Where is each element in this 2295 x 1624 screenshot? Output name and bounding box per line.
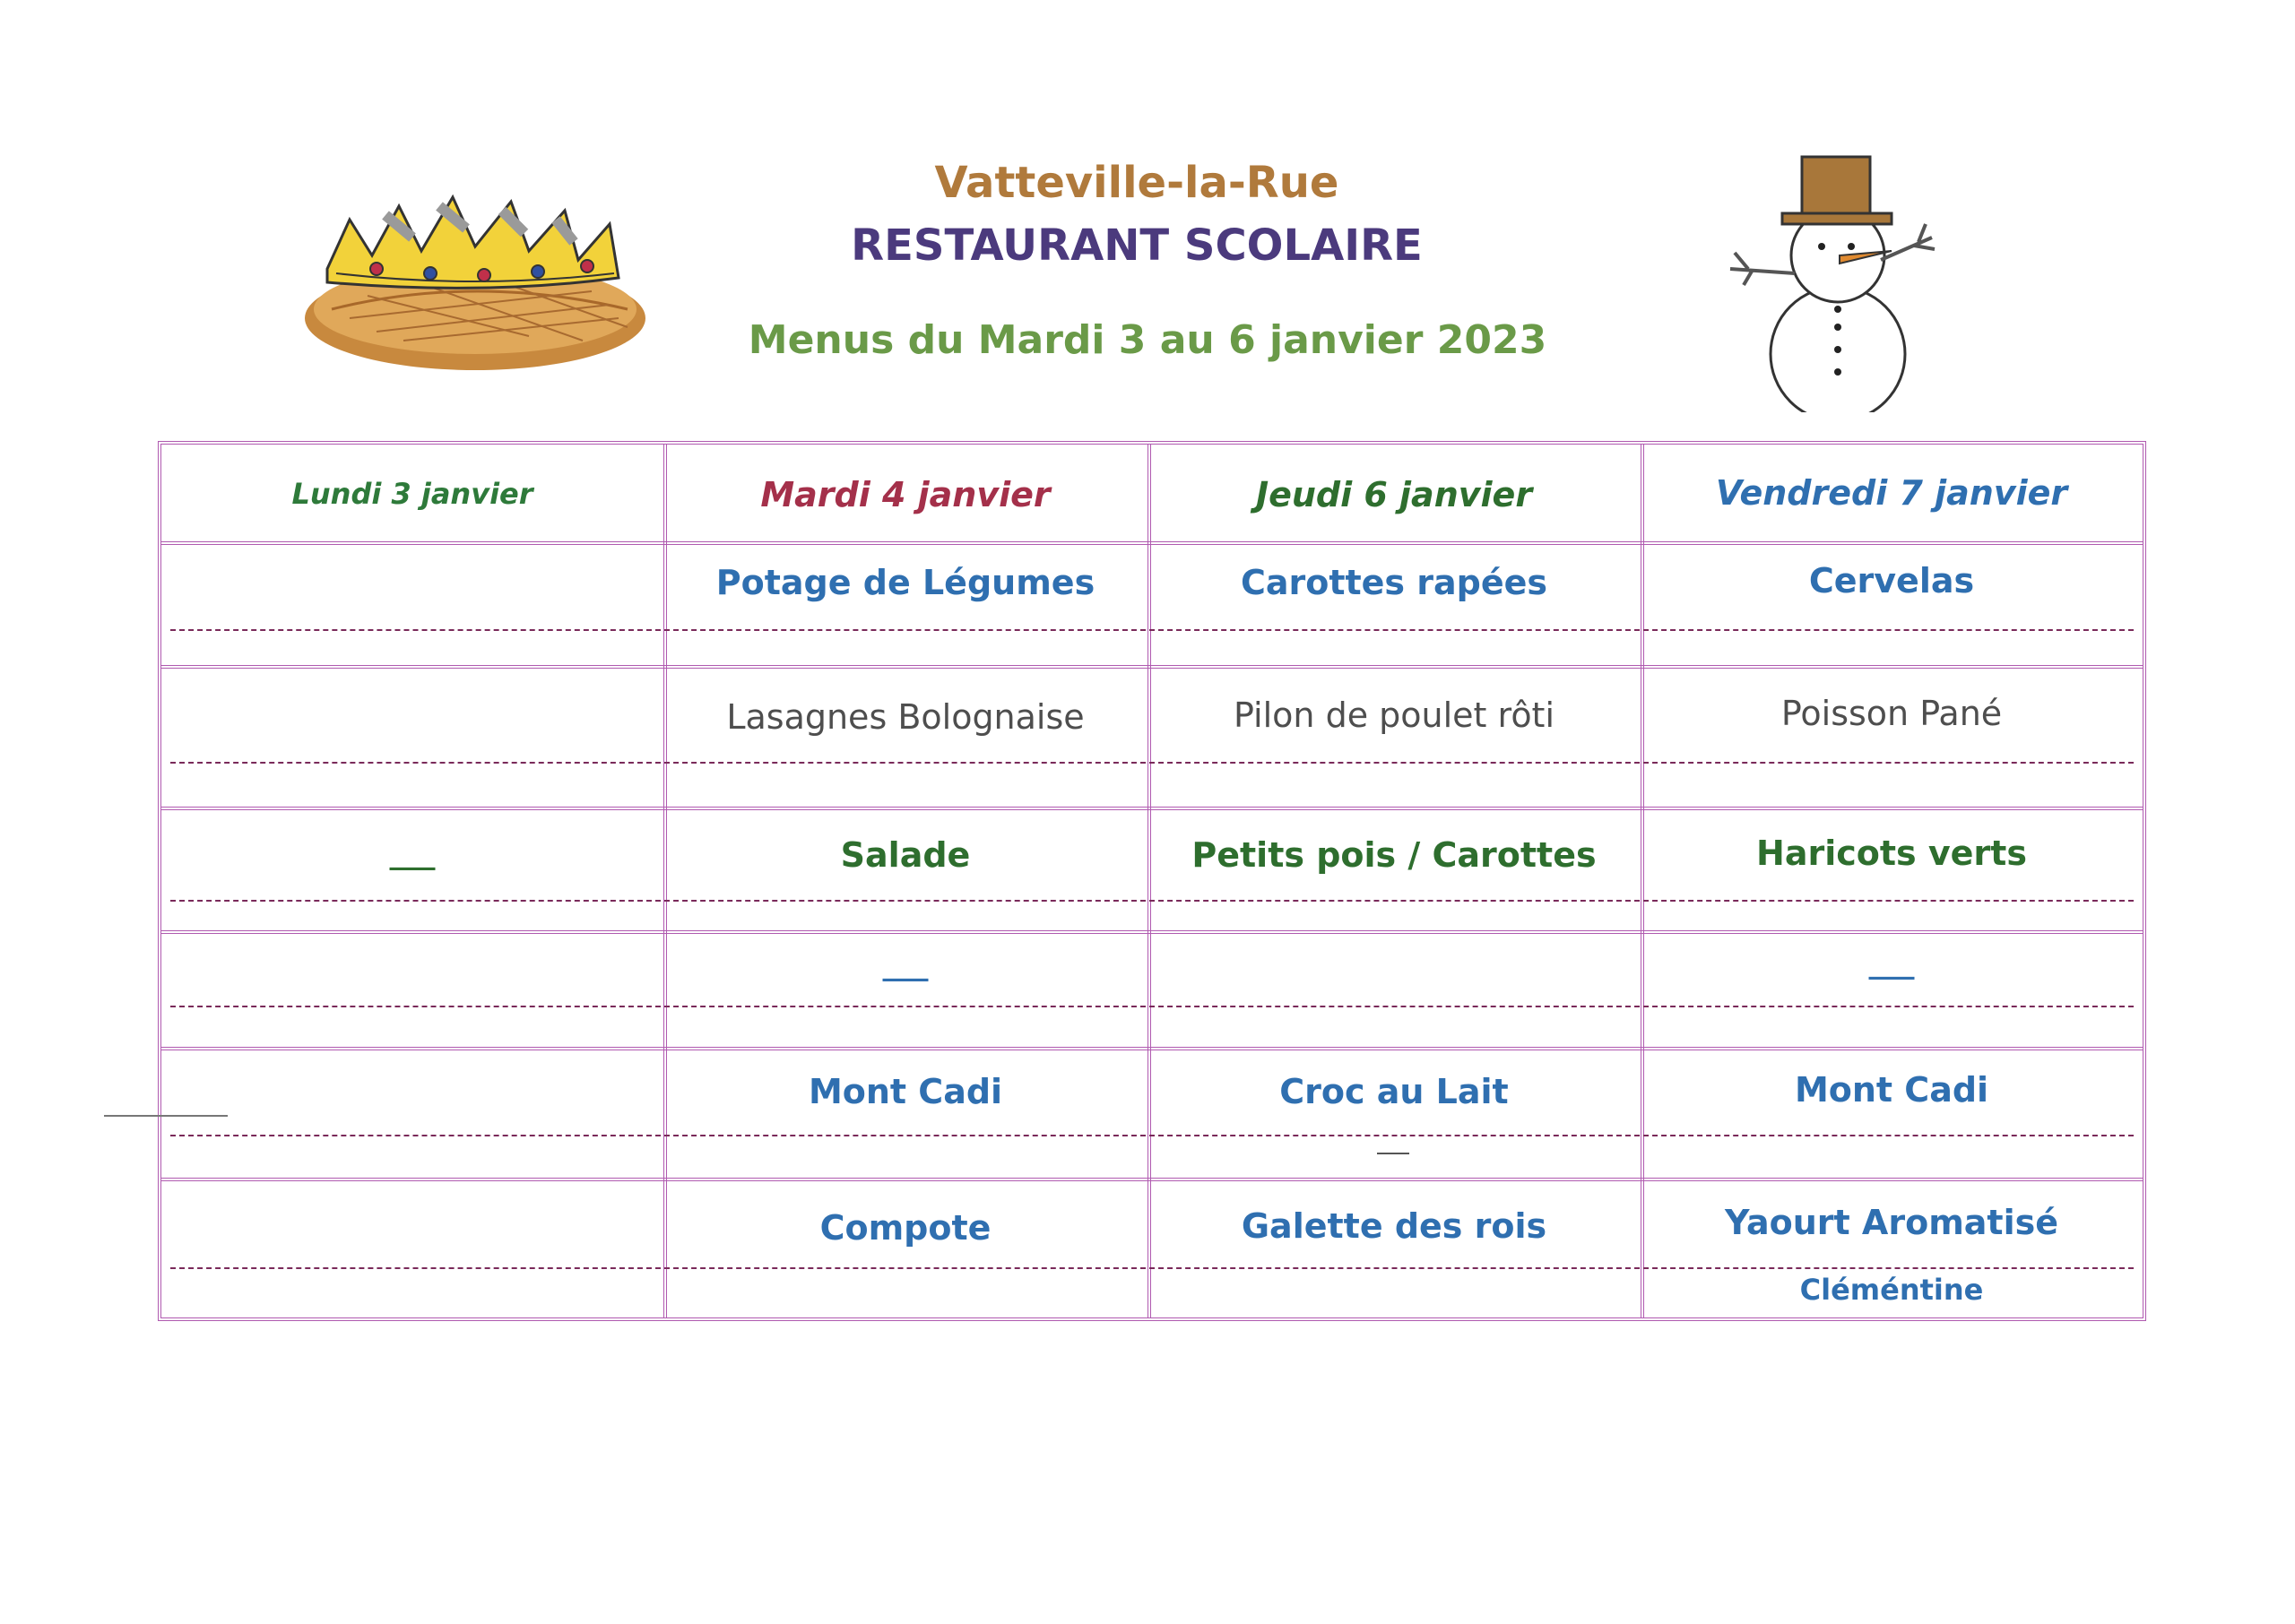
dairy-mardi: Mont Cadi: [808, 1072, 1003, 1111]
dashed-separator: [170, 900, 2134, 902]
row-divider: [161, 1178, 2143, 1181]
day-header-jeudi: Jeudi 6 janvier: [1255, 475, 1533, 514]
menu-table: [158, 441, 2146, 1321]
dashed-separator: [170, 1267, 2134, 1269]
extra-mardi: ___: [882, 946, 929, 982]
dairy-jeudi: Croc au Lait: [1279, 1072, 1509, 1111]
main-jeudi: Pilon de poulet rôti: [1233, 695, 1555, 735]
dashed-separator: [170, 1135, 2134, 1136]
galette-crown-icon: [296, 184, 645, 376]
row-divider: [161, 541, 2143, 545]
stray-mark: [1377, 1153, 1409, 1154]
starter-jeudi: Carottes rapées: [1240, 563, 1548, 602]
dashed-separator: [170, 762, 2134, 764]
starter-mardi: Potage de Légumes: [715, 563, 1096, 602]
dashed-separator: [170, 629, 2134, 631]
day-header-vendredi: Vendredi 7 janvier: [1715, 473, 2068, 513]
side-jeudi: Petits pois / Carottes: [1191, 835, 1597, 875]
extra-vendredi: ___: [1868, 945, 1915, 980]
day-header-mardi: Mardi 4 janvier: [760, 475, 1051, 514]
dessert-vendredi: Yaourt Aromatisé: [1724, 1203, 2059, 1242]
row-divider: [161, 930, 2143, 934]
dairy-vendredi: Mont Cadi: [1794, 1070, 1989, 1110]
dashed-separator: [170, 1006, 2134, 1007]
side-lundi: ___: [389, 835, 436, 871]
starter-vendredi: Cervelas: [1808, 561, 1975, 600]
dessert-vendredi-2: Cléméntine: [1799, 1273, 1984, 1307]
margin-mark: [104, 1115, 228, 1117]
day-header-lundi: Lundi 3 janvier: [291, 477, 533, 511]
dessert-mardi: Compote: [819, 1208, 992, 1248]
snowman-icon: [1712, 152, 1972, 412]
dessert-jeudi: Galette des rois: [1241, 1206, 1547, 1246]
row-divider: [161, 1047, 2143, 1050]
main-mardi: Lasagnes Bolognaise: [726, 697, 1085, 737]
side-vendredi: Haricots verts: [1756, 834, 2027, 873]
row-divider: [161, 665, 2143, 669]
side-mardi: Salade: [840, 835, 971, 875]
row-divider: [161, 807, 2143, 810]
main-vendredi: Poisson Pané: [1780, 694, 2003, 733]
